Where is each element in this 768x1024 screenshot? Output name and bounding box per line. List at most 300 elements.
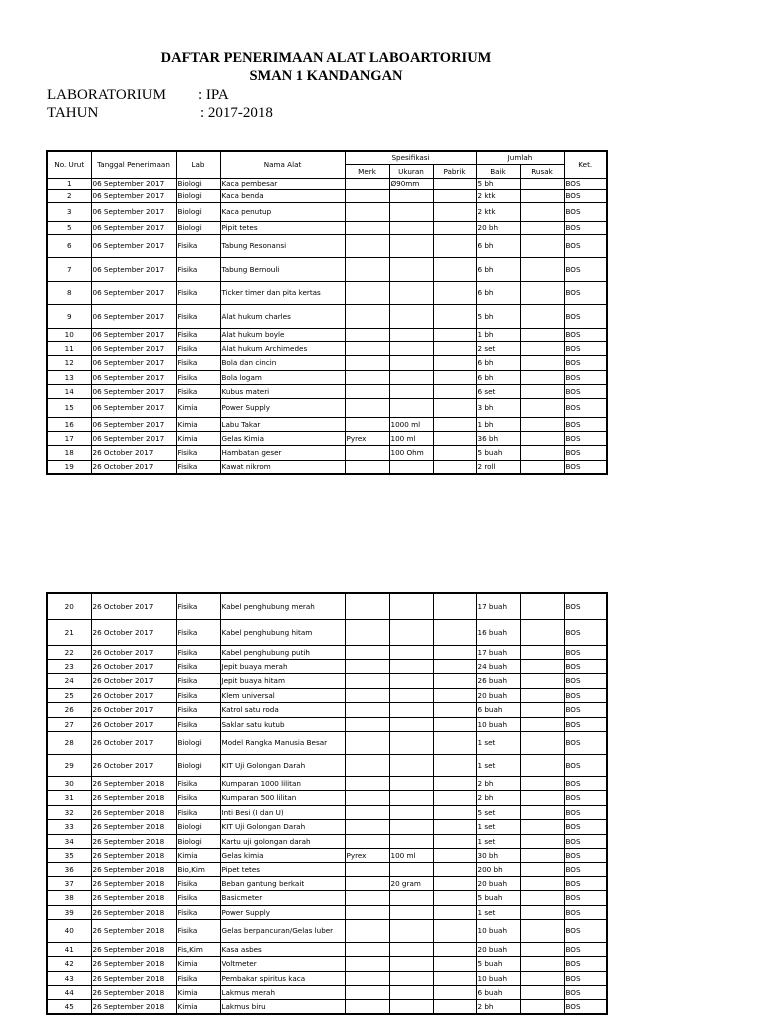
table-row: [47, 848, 607, 862]
cell-baik: 5 set: [476, 805, 520, 819]
cell-merk: [345, 234, 389, 257]
cell-lab: Fis,Kim: [176, 942, 220, 956]
cell-pabrik: [433, 805, 476, 819]
cell-lab: Kimia: [176, 417, 220, 431]
cell-ket: BOS: [564, 971, 607, 985]
cell-merk: [345, 189, 389, 202]
cell-date: 26 September 2018: [91, 776, 176, 790]
table-row: [47, 776, 607, 790]
cell-name: Kawat nikrom: [220, 460, 345, 474]
cell-name: Beban gantung berkait: [220, 876, 345, 890]
cell-ukuran: [389, 341, 433, 355]
cell-date: 26 October 2017: [91, 445, 176, 460]
cell-date: 06 September 2017: [91, 328, 176, 341]
cell-rusak: [520, 281, 564, 304]
table-row: [47, 834, 607, 848]
cell-ket: BOS: [564, 370, 607, 384]
cell-name: Jepit buaya hitam: [220, 673, 345, 688]
cell-rusak: [520, 178, 564, 189]
cell-ket: BOS: [564, 460, 607, 474]
cell-ukuran: [389, 355, 433, 370]
cell-name: Inti Besi (I dan U): [220, 805, 345, 819]
table-row: [47, 619, 607, 645]
table-row: [47, 942, 607, 956]
cell-name: KIT Uji Golongan Darah: [220, 754, 345, 776]
cell-ukuran: [389, 956, 433, 971]
cell-pabrik: [433, 431, 476, 445]
cell-ket: BOS: [564, 754, 607, 776]
cell-pabrik: [433, 202, 476, 221]
cell-ukuran: 100 Ohm: [389, 445, 433, 460]
cell-rusak: [520, 890, 564, 905]
cell-merk: [345, 890, 389, 905]
cell-ukuran: [389, 717, 433, 731]
cell-date: 06 September 2017: [91, 398, 176, 417]
cell-name: Pipit tetes: [220, 221, 345, 234]
cell-name: Alat hukum charles: [220, 304, 345, 328]
cell-no: 11: [47, 341, 91, 355]
cell-name: Kaca pembesar: [220, 178, 345, 189]
cell-ket: BOS: [564, 202, 607, 221]
cell-rusak: [520, 417, 564, 431]
header-merk: Merk: [345, 164, 389, 178]
cell-merk: [345, 805, 389, 819]
cell-rusak: [520, 593, 564, 619]
cell-rusak: [520, 919, 564, 942]
cell-baik: 6 bh: [476, 257, 520, 281]
cell-pabrik: [433, 956, 476, 971]
cell-ukuran: [389, 370, 433, 384]
cell-name: Gelas berpancuran/Gelas luber: [220, 919, 345, 942]
cell-ukuran: 100 ml: [389, 431, 433, 445]
cell-date: 26 October 2017: [91, 702, 176, 717]
cell-name: Kabel penghubung hitam: [220, 619, 345, 645]
cell-pabrik: [433, 221, 476, 234]
cell-no: 37: [47, 876, 91, 890]
cell-rusak: [520, 328, 564, 341]
cell-pabrik: [433, 985, 476, 999]
cell-baik: 24 buah: [476, 659, 520, 673]
cell-no: 3: [47, 202, 91, 221]
cell-no: 23: [47, 659, 91, 673]
table-row: [47, 754, 607, 776]
cell-baik: 30 bh: [476, 848, 520, 862]
cell-baik: 36 bh: [476, 431, 520, 445]
cell-ukuran: Ø90mm: [389, 178, 433, 189]
cell-date: 26 September 2018: [91, 862, 176, 876]
cell-lab: Fisika: [176, 384, 220, 398]
cell-baik: 2 bh: [476, 999, 520, 1014]
cell-no: 5: [47, 221, 91, 234]
cell-baik: 17 buah: [476, 645, 520, 659]
cell-ket: BOS: [564, 659, 607, 673]
cell-name: Power Supply: [220, 905, 345, 919]
cell-name: Kubus materi: [220, 384, 345, 398]
cell-merk: [345, 919, 389, 942]
cell-date: 26 September 2018: [91, 956, 176, 971]
cell-name: Labu Takar: [220, 417, 345, 431]
cell-date: 06 September 2017: [91, 221, 176, 234]
cell-date: 26 September 2018: [91, 876, 176, 890]
cell-ukuran: [389, 202, 433, 221]
cell-no: 13: [47, 370, 91, 384]
cell-pabrik: [433, 384, 476, 398]
cell-name: Hambatan geser: [220, 445, 345, 460]
cell-pabrik: [433, 919, 476, 942]
cell-lab: Fisika: [176, 805, 220, 819]
cell-ket: BOS: [564, 985, 607, 999]
header-spec: Spesifikasi: [345, 151, 476, 164]
cell-name: Jepit buaya merah: [220, 659, 345, 673]
cell-no: 41: [47, 942, 91, 956]
cell-ukuran: [389, 460, 433, 474]
cell-rusak: [520, 876, 564, 890]
cell-baik: 5 buah: [476, 890, 520, 905]
cell-date: 26 September 2018: [91, 985, 176, 999]
cell-ukuran: [389, 593, 433, 619]
cell-rusak: [520, 257, 564, 281]
cell-no: 29: [47, 754, 91, 776]
cell-rusak: [520, 431, 564, 445]
cell-name: Kaca benda: [220, 189, 345, 202]
cell-date: 26 September 2018: [91, 890, 176, 905]
cell-date: 06 September 2017: [91, 341, 176, 355]
cell-ukuran: [389, 805, 433, 819]
cell-merk: [345, 370, 389, 384]
cell-date: 26 September 2018: [91, 919, 176, 942]
cell-date: 26 September 2018: [91, 999, 176, 1014]
cell-date: 26 September 2018: [91, 819, 176, 834]
cell-lab: Kimia: [176, 431, 220, 445]
table-row: [47, 819, 607, 834]
table-row: [47, 304, 607, 328]
cell-name: KIT Uji Golongan Darah: [220, 819, 345, 834]
cell-merk: [345, 942, 389, 956]
table-row: [47, 731, 607, 754]
cell-no: 9: [47, 304, 91, 328]
cell-no: 10: [47, 328, 91, 341]
cell-rusak: [520, 221, 564, 234]
cell-lab: Fisika: [176, 971, 220, 985]
cell-lab: Fisika: [176, 688, 220, 702]
cell-rusak: [520, 971, 564, 985]
cell-no: 6: [47, 234, 91, 257]
cell-name: Voltmeter: [220, 956, 345, 971]
cell-ket: BOS: [564, 673, 607, 688]
cell-no: 20: [47, 593, 91, 619]
document-title: DAFTAR PENERIMAAN ALAT LABOARTORIUM: [160, 50, 492, 66]
cell-date: 26 October 2017: [91, 593, 176, 619]
cell-no: 43: [47, 971, 91, 985]
cell-pabrik: [433, 234, 476, 257]
cell-name: Basicmeter: [220, 890, 345, 905]
cell-pabrik: [433, 178, 476, 189]
cell-baik: 6 bh: [476, 355, 520, 370]
cell-rusak: [520, 819, 564, 834]
cell-merk: [345, 876, 389, 890]
cell-ukuran: 1000 ml: [389, 417, 433, 431]
cell-lab: Fisika: [176, 890, 220, 905]
cell-merk: [345, 688, 389, 702]
cell-rusak: [520, 673, 564, 688]
table-row: [47, 790, 607, 805]
table-row: [47, 999, 607, 1014]
table-row: [47, 370, 607, 384]
cell-baik: 1 set: [476, 834, 520, 848]
cell-ukuran: [389, 999, 433, 1014]
cell-no: 24: [47, 673, 91, 688]
cell-ket: BOS: [564, 834, 607, 848]
cell-name: Lakmus merah: [220, 985, 345, 999]
cell-lab: Biologi: [176, 834, 220, 848]
cell-baik: 10 buah: [476, 971, 520, 985]
cell-ket: BOS: [564, 819, 607, 834]
cell-merk: [345, 328, 389, 341]
cell-merk: [345, 702, 389, 717]
school-name: SMAN 1 KANDANGAN: [249, 68, 403, 84]
table-row: [47, 876, 607, 890]
cell-ket: BOS: [564, 919, 607, 942]
cell-date: 26 September 2018: [91, 848, 176, 862]
cell-date: 06 September 2017: [91, 202, 176, 221]
cell-ukuran: 100 ml: [389, 848, 433, 862]
cell-no: 26: [47, 702, 91, 717]
cell-merk: [345, 999, 389, 1014]
cell-rusak: [520, 460, 564, 474]
cell-pabrik: [433, 189, 476, 202]
cell-no: 12: [47, 355, 91, 370]
cell-pabrik: [433, 659, 476, 673]
header-ket: Ket.: [564, 151, 607, 178]
cell-rusak: [520, 370, 564, 384]
cell-no: 31: [47, 790, 91, 805]
cell-merk: [345, 717, 389, 731]
cell-date: 26 September 2018: [91, 942, 176, 956]
cell-merk: [345, 659, 389, 673]
cell-lab: Kimia: [176, 985, 220, 999]
cell-lab: Biologi: [176, 221, 220, 234]
cell-merk: [345, 673, 389, 688]
cell-baik: 3 bh: [476, 398, 520, 417]
cell-ket: BOS: [564, 417, 607, 431]
year-value: : 2017-2018: [200, 105, 273, 121]
header-lab: Lab: [176, 151, 220, 178]
cell-ket: BOS: [564, 178, 607, 189]
cell-baik: 20 buah: [476, 688, 520, 702]
header-jumlah: Jumlah: [476, 151, 564, 164]
cell-ket: BOS: [564, 355, 607, 370]
cell-date: 26 October 2017: [91, 754, 176, 776]
cell-merk: [345, 834, 389, 848]
table-row: [47, 445, 607, 460]
cell-name: Pembakar spiritus kaca: [220, 971, 345, 985]
cell-ket: BOS: [564, 384, 607, 398]
cell-name: Model Rangka Manusia Besar: [220, 731, 345, 754]
cell-lab: Fisika: [176, 355, 220, 370]
cell-no: 27: [47, 717, 91, 731]
cell-pabrik: [433, 619, 476, 645]
cell-no: 19: [47, 460, 91, 474]
cell-ukuran: [389, 384, 433, 398]
cell-ukuran: [389, 234, 433, 257]
cell-rusak: [520, 717, 564, 731]
cell-lab: Fisika: [176, 257, 220, 281]
cell-date: 06 September 2017: [91, 281, 176, 304]
cell-no: 28: [47, 731, 91, 754]
cell-lab: Fisika: [176, 460, 220, 474]
cell-lab: Fisika: [176, 659, 220, 673]
cell-ket: BOS: [564, 956, 607, 971]
cell-baik: 17 buah: [476, 593, 520, 619]
cell-date: 26 October 2017: [91, 731, 176, 754]
cell-name: Gelas kimia: [220, 848, 345, 862]
cell-merk: [345, 398, 389, 417]
cell-merk: [345, 384, 389, 398]
header-name: Nama Alat: [220, 151, 345, 178]
cell-ukuran: [389, 776, 433, 790]
cell-rusak: [520, 848, 564, 862]
cell-ket: BOS: [564, 890, 607, 905]
cell-ket: BOS: [564, 593, 607, 619]
cell-lab: Biologi: [176, 754, 220, 776]
cell-name: Kasa asbes: [220, 942, 345, 956]
cell-baik: 2 bh: [476, 776, 520, 790]
cell-pabrik: [433, 819, 476, 834]
cell-ket: BOS: [564, 431, 607, 445]
cell-ket: BOS: [564, 445, 607, 460]
cell-no: 34: [47, 834, 91, 848]
cell-lab: Kimia: [176, 848, 220, 862]
cell-ukuran: [389, 905, 433, 919]
cell-ukuran: [389, 281, 433, 304]
equipment-table-page1: [46, 150, 608, 475]
cell-merk: [345, 178, 389, 189]
cell-rusak: [520, 189, 564, 202]
cell-pabrik: [433, 754, 476, 776]
cell-rusak: [520, 776, 564, 790]
cell-ket: BOS: [564, 281, 607, 304]
cell-merk: [345, 956, 389, 971]
cell-pabrik: [433, 417, 476, 431]
cell-pabrik: [433, 460, 476, 474]
cell-rusak: [520, 702, 564, 717]
cell-no: 36: [47, 862, 91, 876]
cell-merk: [345, 754, 389, 776]
header-rusak: Rusak: [520, 164, 564, 178]
cell-pabrik: [433, 281, 476, 304]
cell-date: 06 September 2017: [91, 178, 176, 189]
cell-date: 26 October 2017: [91, 688, 176, 702]
cell-merk: [345, 862, 389, 876]
cell-merk: [345, 341, 389, 355]
cell-ukuran: [389, 673, 433, 688]
cell-rusak: [520, 234, 564, 257]
cell-ukuran: [389, 819, 433, 834]
cell-date: 26 October 2017: [91, 645, 176, 659]
cell-ukuran: [389, 731, 433, 754]
cell-lab: Fisika: [176, 619, 220, 645]
cell-baik: 1 bh: [476, 328, 520, 341]
cell-rusak: [520, 659, 564, 673]
cell-name: Alat hukum boyle: [220, 328, 345, 341]
cell-pabrik: [433, 890, 476, 905]
cell-pabrik: [433, 971, 476, 985]
cell-ket: BOS: [564, 999, 607, 1014]
cell-no: 45: [47, 999, 91, 1014]
cell-lab: Biologi: [176, 731, 220, 754]
cell-pabrik: [433, 848, 476, 862]
cell-merk: [345, 790, 389, 805]
cell-merk: [345, 460, 389, 474]
cell-merk: [345, 593, 389, 619]
cell-pabrik: [433, 445, 476, 460]
cell-pabrik: [433, 776, 476, 790]
cell-ukuran: [389, 659, 433, 673]
cell-baik: 6 bh: [476, 370, 520, 384]
cell-name: Ticker timer dan pita kertas: [220, 281, 345, 304]
cell-ukuran: [389, 645, 433, 659]
table-row: [47, 905, 607, 919]
cell-date: 06 September 2017: [91, 234, 176, 257]
cell-name: Kabel penghubung putih: [220, 645, 345, 659]
lab-value: : IPA: [198, 87, 229, 103]
cell-merk: [345, 645, 389, 659]
cell-no: 16: [47, 417, 91, 431]
cell-rusak: [520, 384, 564, 398]
cell-ukuran: [389, 790, 433, 805]
cell-lab: Fisika: [176, 876, 220, 890]
cell-baik: 1 set: [476, 819, 520, 834]
cell-pabrik: [433, 304, 476, 328]
cell-no: 21: [47, 619, 91, 645]
cell-name: Tabung Bernouli: [220, 257, 345, 281]
table-row: [47, 702, 607, 717]
cell-no: 25: [47, 688, 91, 702]
cell-no: 2: [47, 189, 91, 202]
cell-ket: BOS: [564, 876, 607, 890]
cell-merk: [345, 417, 389, 431]
table-row: [47, 384, 607, 398]
table-row: [47, 956, 607, 971]
cell-baik: 2 set: [476, 341, 520, 355]
cell-ukuran: [389, 890, 433, 905]
cell-lab: Fisika: [176, 790, 220, 805]
cell-no: 44: [47, 985, 91, 999]
cell-name: Saklar satu kutub: [220, 717, 345, 731]
cell-name: Alat hukum Archimedes: [220, 341, 345, 355]
cell-merk: [345, 281, 389, 304]
cell-rusak: [520, 445, 564, 460]
cell-date: 06 September 2017: [91, 370, 176, 384]
cell-pabrik: [433, 731, 476, 754]
cell-ket: BOS: [564, 688, 607, 702]
cell-date: 26 October 2017: [91, 673, 176, 688]
cell-no: 22: [47, 645, 91, 659]
cell-name: Kaca penutup: [220, 202, 345, 221]
cell-lab: Biologi: [176, 189, 220, 202]
cell-no: 14: [47, 384, 91, 398]
cell-baik: 5 bh: [476, 304, 520, 328]
cell-baik: 5 buah: [476, 956, 520, 971]
cell-ket: BOS: [564, 731, 607, 754]
cell-baik: 6 bh: [476, 234, 520, 257]
cell-rusak: [520, 754, 564, 776]
cell-no: 17: [47, 431, 91, 445]
cell-rusak: [520, 398, 564, 417]
cell-ukuran: [389, 688, 433, 702]
cell-ukuran: [389, 328, 433, 341]
cell-lab: Fisika: [176, 593, 220, 619]
